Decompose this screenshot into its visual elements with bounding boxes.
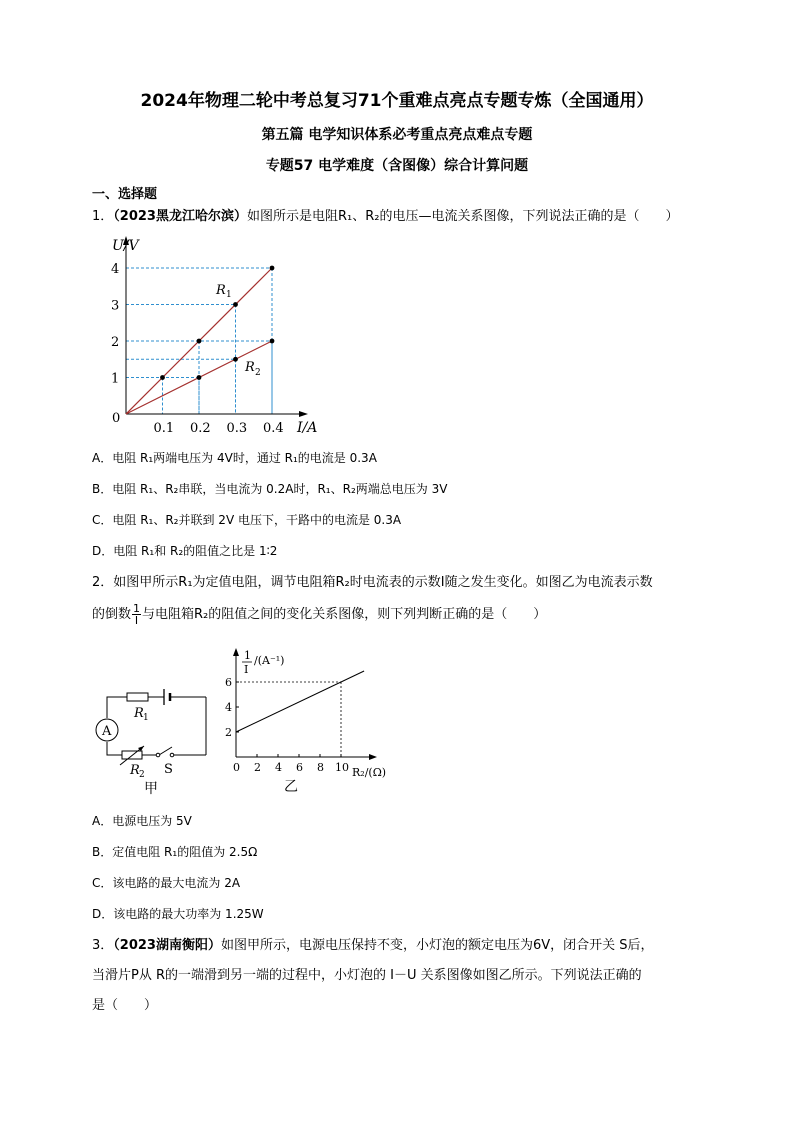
question-3-line3: 是（ ） xyxy=(92,998,158,1013)
series-label-r1-sub: 1 xyxy=(226,290,232,300)
y-tick-label: 2 xyxy=(111,335,120,350)
y-tick-label: 6 xyxy=(225,676,232,689)
page-subtitle: 第五篇 电学知识体系必考重点亮点难点专题 xyxy=(261,127,533,143)
reciprocal-current-graph xyxy=(222,645,412,795)
question-3-line2: 当滑片P从 R的一端滑到另一端的过程中，小灯泡的 I－U 关系图像如图乙所示。下列说法正确的 xyxy=(92,968,642,983)
data-point xyxy=(233,357,238,362)
y-label-num: 1 xyxy=(244,649,251,662)
option-c: C．该电路的最大电流为 2A xyxy=(92,876,241,890)
data-point xyxy=(270,339,275,344)
y-label-unit: /(A⁻¹) xyxy=(254,654,285,667)
y-tick-label: 4 xyxy=(225,701,232,714)
ui-graph-r1-r2 xyxy=(92,232,332,442)
question-2-line2 xyxy=(92,603,706,626)
circuit-diagram xyxy=(92,685,217,795)
r2-label-sub: 2 xyxy=(139,770,145,780)
option-b: B．定值电阻 R₁的阻值为 2.5Ω xyxy=(92,845,258,859)
y-label-den: I xyxy=(244,663,249,676)
y-axis-arrow xyxy=(233,648,239,656)
x-axis-arrow xyxy=(369,754,377,760)
series-label-r1: R xyxy=(216,283,226,298)
data-point xyxy=(270,266,275,271)
y-tick-label: 2 xyxy=(225,726,232,739)
option-b: B．电阻 R₁、R₂串联，当电流为 0.2A时，R₁、R₂两端总电压为 3V xyxy=(92,482,448,496)
x-tick-label: 6 xyxy=(296,761,303,774)
x-tick-label: 0 xyxy=(233,761,240,774)
option-d: D．该电路的最大功率为 1.25W xyxy=(92,907,264,921)
x-tick-label: 2 xyxy=(254,761,261,774)
x-tick-label: 0.1 xyxy=(153,421,175,436)
r1-label: R xyxy=(134,706,144,721)
option-a: A．电阻 R₁两端电压为 4V时，通过 R₁的电流是 0.3A xyxy=(92,451,377,465)
data-point xyxy=(233,302,238,307)
y-axis-label: U/V xyxy=(112,238,139,254)
series-label-r2-sub: 2 xyxy=(255,368,261,378)
x-axis-label: R₂/(Ω) xyxy=(352,766,387,779)
x-tick-label: 4 xyxy=(275,761,282,774)
resistor-r1 xyxy=(127,693,148,701)
origin-label: 0 xyxy=(112,411,121,426)
option-a: A．电源电压为 5V xyxy=(92,814,192,828)
data-point xyxy=(160,375,165,380)
question-1 xyxy=(92,208,706,226)
series-label-r2: R xyxy=(245,360,255,375)
x-tick-label: 0.3 xyxy=(226,421,248,436)
y-tick-label: 3 xyxy=(111,298,120,314)
option-c: C．电阻 R₁、R₂并联到 2V 电压下，干路中的电流是 0.3A xyxy=(92,513,402,527)
switch-label: S xyxy=(164,762,173,777)
x-tick-label: 0.4 xyxy=(263,421,284,436)
y-tick-label: 4 xyxy=(111,262,120,277)
question-text: 如图甲所示，电源电压保持不变，小灯泡的额定电压为6V，闭合开关 S后， xyxy=(220,938,654,953)
x-tick-label: 0.2 xyxy=(190,421,211,436)
series-line xyxy=(236,671,364,732)
question-3-line1 xyxy=(92,937,706,955)
option-d: D．电阻 R₁和 R₂的阻值之比是 1∶2 xyxy=(92,544,278,558)
x-tick-label: 8 xyxy=(317,761,324,774)
r1-label-sub: 1 xyxy=(143,713,149,723)
page-title: 2024年物理二轮中考总复习71个重难点亮点专题专炼（全国通用） xyxy=(140,91,654,111)
caption-yi: 乙 xyxy=(284,779,298,795)
question-source: （2023湖南衡阳） xyxy=(113,938,221,953)
question-number: 1． xyxy=(92,209,114,224)
question-number: 3． xyxy=(92,938,114,953)
question-text: 如图所示是电阻R₁、R₂的电压—电流关系图像，下列说法正确的是（ ） xyxy=(246,209,679,224)
reciprocal-fraction: $\frac{1}{I}$ xyxy=(133,602,141,627)
x-axis-label: I/A xyxy=(297,420,318,436)
question-text: 与电阻箱R₂的阻值之间的变化关系图像，则下列判断正确的是（ ） xyxy=(142,607,547,622)
topic-title: 专题57 电学难度（含图像）综合计算问题 xyxy=(265,158,529,174)
x-tick-label: 10 xyxy=(335,761,349,774)
question-source: （2023黑龙江哈尔滨） xyxy=(113,209,247,224)
question-number: 2． xyxy=(92,575,114,590)
data-point xyxy=(197,375,202,380)
caption-jia: 甲 xyxy=(144,781,158,795)
question-text: 如图甲所示R₁为定值电阻，调节电阻箱R₂时电流表的示数I随之发生变化。如图乙为电流表示数 xyxy=(113,575,653,590)
x-axis-arrow xyxy=(299,411,308,417)
question-2-line1 xyxy=(92,574,706,592)
data-point xyxy=(197,339,202,344)
section-heading: 一、选择题 xyxy=(92,187,158,202)
ammeter-label: A xyxy=(102,724,112,739)
r2-label: R xyxy=(130,763,140,778)
y-tick-label: 1 xyxy=(111,371,120,387)
question-text: 的倒数 xyxy=(92,607,132,622)
